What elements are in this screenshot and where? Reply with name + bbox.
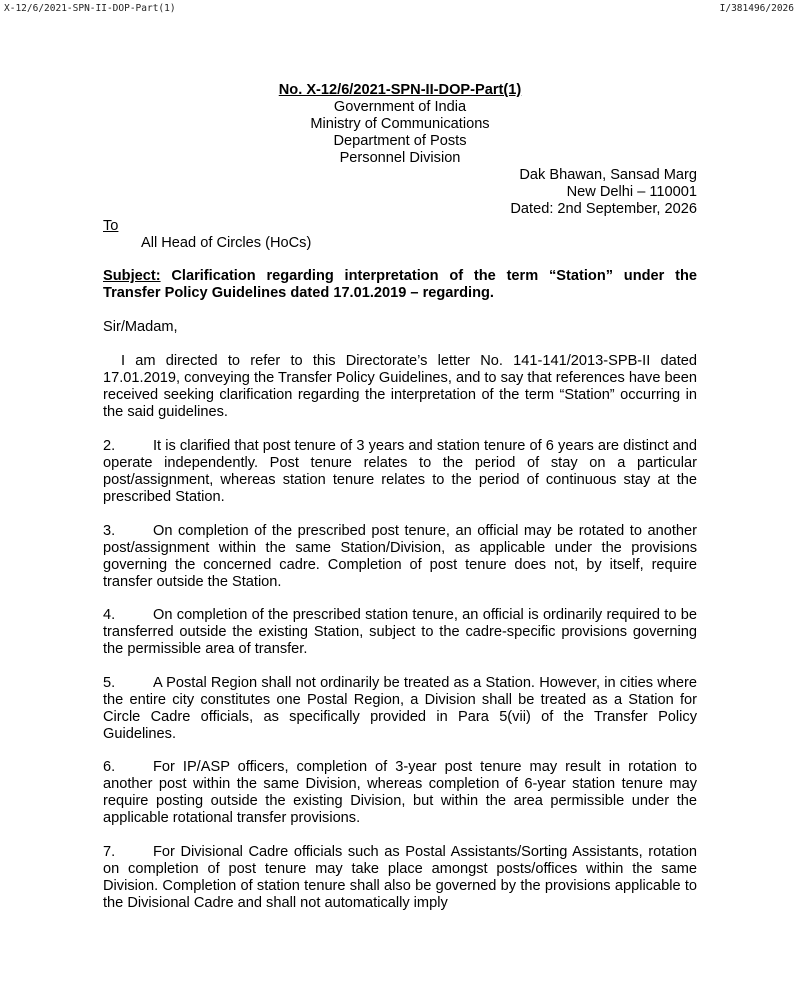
page-header-strip <box>0 0 800 18</box>
paragraph-text: It is clarified that post tenure of 3 years and station tenure of 6 years are distinct and operate independently. Post tenure relates to the period of stay on a particular post/assignment, whereas station tenure relates to the period of continuous stay at the prescribed Station. <box>103 438 697 505</box>
date-line: Dated: 2nd September, 2026 <box>510 201 697 217</box>
subject-label: Subject: <box>103 268 161 284</box>
paragraph-4 <box>103 607 697 658</box>
receipt-number-header: I/381496/2026 <box>719 3 794 14</box>
subject <box>103 268 697 302</box>
division-line: Personnel Division <box>339 150 461 166</box>
subject-text-1: Clarification regarding interpretation of the term “Station” under the <box>171 268 697 284</box>
paragraph-number: 5. <box>103 675 116 691</box>
ministry-line: Ministry of Communications <box>310 116 490 132</box>
paragraph-text: For Divisional Cadre officials such as Postal Assistants/Sorting Assistants, rotation on completion of post tenure may take place amongst posts/offices within the same Division. Completion of station tenure shall also be governed by the provisions applicable to the Divisional Cadre and shall not automatically imply <box>103 844 697 911</box>
reference-number: No. X-12/6/2021-SPN-II-DOP-Part(1) <box>278 82 522 98</box>
department-line: Department of Posts <box>333 133 467 149</box>
paragraph-text: On completion of the prescribed station tenure, an official is ordinarily required to be transferred outside the existing Station, subject to the cadre-specific provisions governing the permissible area of transfer. <box>103 607 697 657</box>
file-reference-header: X-12/6/2021-SPN-II-DOP-Part(1) <box>4 3 176 14</box>
paragraph-number: 6. <box>103 759 116 775</box>
paragraph-2 <box>103 438 697 506</box>
paragraph-intro: I am directed to refer to this Directorate’s letter No. 141-141/2013-SPB-II dated 17.01.2019, conveying the Transfer Policy Guidelines, and to say that references have been received seeking clarification regarding the interpretation of the term “Station” occurring in the said guidelines. <box>103 353 697 420</box>
paragraph-7 <box>103 844 697 912</box>
paragraph-text: For IP/ASP officers, completion of 3-year post tenure may result in rotation to another post within the same Division, whereas completion of 6-year station tenure may require posting outside the existing Division, but within the area permissible under the applicable rotational transfer provisions. <box>103 759 697 826</box>
paragraph-text: A Postal Region shall not ordinarily be treated as a Station. However, in cities where the entire city constitutes one Postal Region, a Division shall be treated as a Station for Circle Cadre officials, as specifically provided in Para 5(vii) of the Transfer Policy Guidelines. <box>103 675 697 742</box>
letterhead <box>103 82 697 167</box>
subject-line-1 <box>103 268 697 285</box>
paragraph-number: 3. <box>103 523 116 539</box>
salutation: Sir/Madam, <box>103 319 178 335</box>
sender-address <box>510 167 697 218</box>
to-label: To <box>103 218 119 234</box>
paragraph-3 <box>103 523 697 591</box>
subject-text-2: Transfer Policy Guidelines dated 17.01.2019 – regarding. <box>103 285 494 301</box>
paragraph-number: 7. <box>103 844 116 860</box>
address-line-2: New Delhi – 110001 <box>566 184 697 200</box>
paragraph-number: 2. <box>103 438 116 454</box>
government-line: Government of India <box>333 99 467 115</box>
addressee: All Head of Circles (HoCs) <box>141 235 312 251</box>
address-line-1: Dak Bhawan, Sansad Marg <box>519 167 697 183</box>
paragraph-6 <box>103 759 697 827</box>
paragraph-5 <box>103 675 697 743</box>
paragraph-text: On completion of the prescribed post tenure, an official may be rotated to another post/assignment within the same Station/Division, as applicable under the provisions governing the concerned cadre. Completion of post tenure does not, by itself, require transfer outside the Station. <box>103 523 697 590</box>
paragraph-number: 4. <box>103 607 116 623</box>
